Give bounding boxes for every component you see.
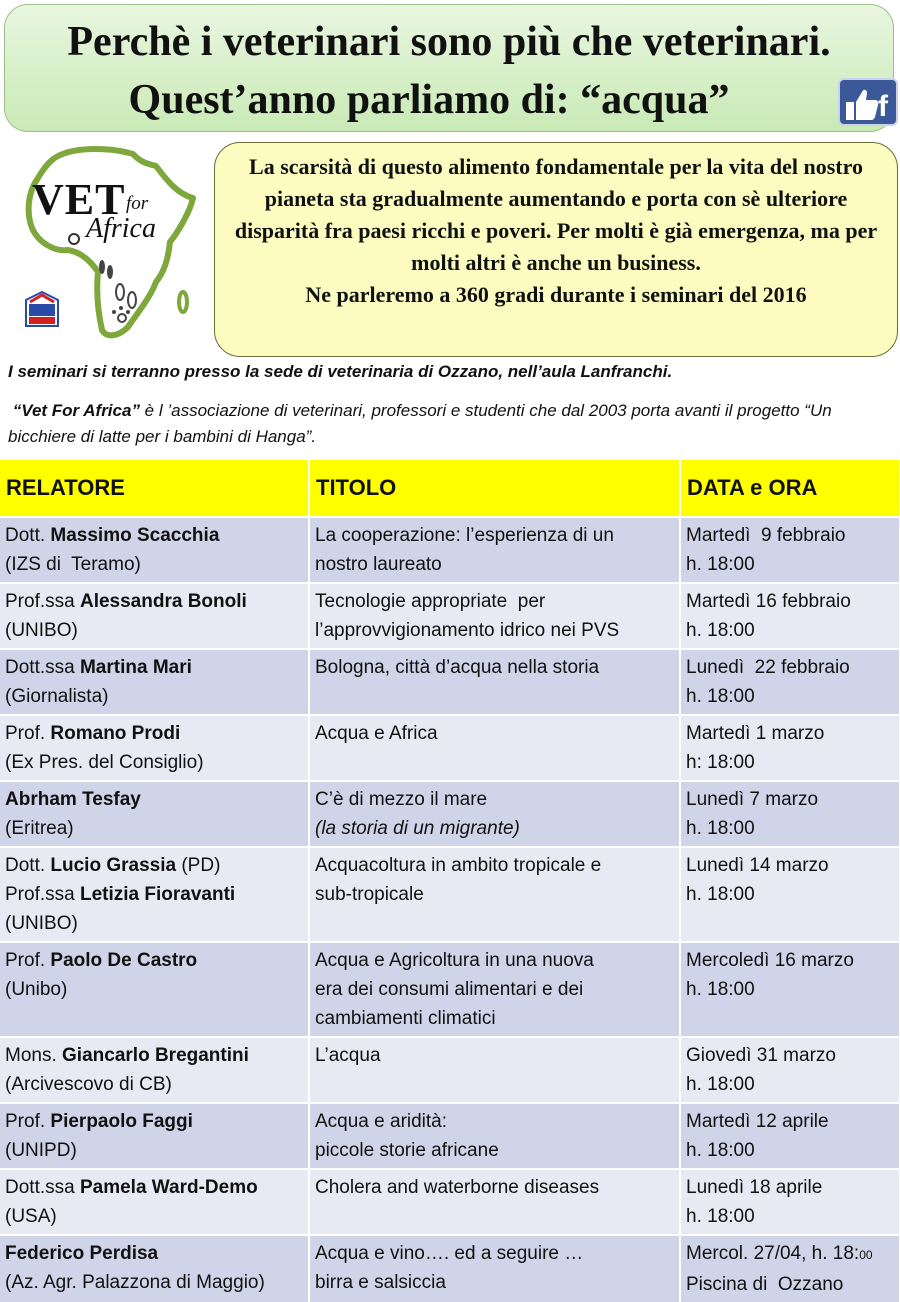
title-line: Acqua e Agricoltura in una nuova [315, 950, 594, 971]
speaker-affiliation: (Giornalista) [5, 686, 109, 707]
time-line: h. 18:00 [686, 979, 755, 1000]
column-header-title: TITOLO [309, 460, 680, 517]
title-cell [309, 583, 680, 649]
speaker-affiliation: (Az. Agr. Palazzona di Maggio) [5, 1272, 265, 1293]
intro-callout [214, 142, 898, 357]
date-cell [680, 1235, 900, 1302]
title-subtitle: (la storia di un migrante) [315, 818, 520, 839]
date-cell [680, 1103, 900, 1169]
speaker-name: Letizia Fioravanti [79, 884, 236, 905]
speaker-prefix: Dott. [5, 855, 51, 876]
speaker-cell [0, 942, 309, 1037]
table-row [0, 1235, 900, 1302]
title-line: Acqua e vino…. ed a seguire … [315, 1243, 584, 1264]
date-cell [680, 1037, 900, 1103]
speaker-affiliation: (Eritrea) [5, 818, 74, 839]
date-text: Lunedì 7 marzo [686, 789, 819, 810]
date-text: Martedì 16 febbraio [686, 591, 851, 612]
speaker-line [5, 1107, 304, 1136]
date-line [686, 653, 895, 682]
association-name: “Vet For Africa” [12, 401, 140, 420]
table-header-row [0, 460, 900, 517]
speaker-name: Pamela Ward-Demo [79, 1177, 258, 1198]
time-line: h: 18:00 [686, 752, 755, 773]
table-row [0, 781, 900, 847]
title-line: l’approvvigionamento idrico nei PVS [315, 620, 620, 641]
title-cell [309, 942, 680, 1037]
speaker-cell [0, 847, 309, 942]
title-line: L’acqua [315, 1045, 381, 1066]
speaker-prefix: Prof. [5, 950, 51, 971]
table-row [0, 715, 900, 781]
date-line [686, 719, 895, 748]
date-minutes: 00 [859, 1248, 873, 1262]
speaker-line [5, 1173, 304, 1202]
time-line: h. 18:00 [686, 686, 755, 707]
date-cell [680, 847, 900, 942]
speaker-cell [0, 1235, 309, 1302]
title-line: nostro laureato [315, 554, 442, 575]
speaker-cell [0, 1169, 309, 1235]
seminar-schedule-table [0, 460, 900, 1302]
svg-text:f: f [878, 90, 888, 123]
time-line: h. 18:00 [686, 554, 755, 575]
date-text: Martedì 9 febbraio [686, 525, 846, 546]
title-line: sub-tropicale [315, 884, 424, 905]
page-subtitle: Quest’anno parliamo di: “acqua” [128, 77, 730, 123]
date-line [686, 521, 895, 550]
date-line [686, 785, 895, 814]
date-cell [680, 1169, 900, 1235]
speaker-cell [0, 1103, 309, 1169]
title-line: Acquacoltura in ambito tropicale e [315, 855, 602, 876]
speaker-affiliation: (Unibo) [5, 979, 68, 1000]
speaker-prefix: Prof.ssa [5, 591, 80, 612]
speaker-suffix: (PD) [176, 855, 221, 876]
speaker-prefix: Prof. [5, 723, 51, 744]
speaker-line [5, 719, 304, 748]
speaker-name: Martina Mari [79, 657, 192, 678]
speaker-cell [0, 517, 309, 583]
time-line: Piscina di Ozzano [686, 1274, 844, 1295]
date-line [686, 1041, 895, 1070]
table-row [0, 583, 900, 649]
date-cell [680, 649, 900, 715]
schedule-body [0, 517, 900, 1302]
speaker-line [5, 785, 304, 814]
speaker-line [5, 653, 304, 682]
title-cell [309, 847, 680, 942]
title-cell [309, 517, 680, 583]
speaker-name: Paolo De Castro [50, 950, 198, 971]
association-description [8, 398, 888, 450]
title-line: Tecnologie appropriate per [315, 591, 546, 612]
seminars-announcement: Ne parleremo a 360 gradi durante i seminari del 2016 [305, 282, 807, 307]
intro-paragraph: La scarsità di questo alimento fondamentale per la vita del nostro pianeta sta gradualmente aumentando e porta con sè ulteriore disparità fra paesi ricchi e poveri. Per molti è già emergenza, ma per molti altri è anche un business. [234, 154, 878, 275]
title-line: birra e salsiccia [315, 1272, 446, 1293]
speaker-line [5, 587, 304, 616]
date-line [686, 946, 895, 975]
facebook-like-icon[interactable] [838, 78, 898, 126]
title-cell [309, 1235, 680, 1302]
speaker-cell [0, 1037, 309, 1103]
date-text: Lunedì 18 aprile [686, 1177, 823, 1198]
header-banner [4, 4, 894, 132]
time-line: h. 18:00 [686, 884, 755, 905]
date-text: Lunedì 14 marzo [686, 855, 829, 876]
speaker-line [5, 1239, 304, 1268]
table-row [0, 1169, 900, 1235]
vet-for-africa-logo [18, 142, 208, 347]
date-line [686, 1173, 895, 1202]
date-cell [680, 517, 900, 583]
speaker-prefix: Dott.ssa [5, 1177, 80, 1198]
time-line: h. 18:00 [686, 1206, 755, 1227]
speaker-cell [0, 715, 309, 781]
speaker-line [5, 851, 304, 880]
title-cell [309, 715, 680, 781]
date-line [686, 851, 895, 880]
speaker-cell [0, 583, 309, 649]
logo-for-text: for [126, 193, 149, 214]
speaker-line [5, 1041, 304, 1070]
table-row [0, 1037, 900, 1103]
speaker-affiliation: (UNIPD) [5, 1140, 77, 1161]
time-line: h. 18:00 [686, 818, 755, 839]
speaker-affiliation: (UNIBO) [5, 913, 78, 934]
speaker-cell [0, 649, 309, 715]
table-row [0, 517, 900, 583]
speaker-name: Federico Perdisa [5, 1243, 159, 1264]
speaker-name: Pierpaolo Faggi [50, 1111, 193, 1132]
title-cell [309, 1169, 680, 1235]
speaker-prefix: Prof.ssa [5, 884, 80, 905]
table-row [0, 942, 900, 1037]
speaker-affiliation: (Ex Pres. del Consiglio) [5, 752, 204, 773]
date-line [686, 1239, 895, 1270]
logo-africa-text: Africa [86, 213, 156, 244]
speaker-name: Giancarlo Bregantini [62, 1045, 249, 1066]
page-title: Perchè i veterinari sono più che veterinari. [67, 19, 831, 65]
speaker-affiliation: (USA) [5, 1206, 57, 1227]
title-line: Bologna, città d’acqua nella storia [315, 657, 600, 678]
title-cell [309, 781, 680, 847]
column-header-date: DATA e ORA [680, 460, 900, 517]
title-cell [309, 1103, 680, 1169]
table-row [0, 1103, 900, 1169]
acli-logo [22, 290, 62, 328]
date-line [686, 1107, 895, 1136]
speaker-name: Alessandra Bonoli [79, 591, 247, 612]
association-text: è l ’associazione di veterinari, professori e studenti che dal 2003 porta avanti il progetto “Un bicchiere di latte per i bambini di Hanga”. [8, 401, 832, 446]
time-line: h. 18:00 [686, 1074, 755, 1095]
speaker-prefix: Dott. [5, 525, 51, 546]
speaker-affiliation: (IZS di Teramo) [5, 554, 141, 575]
date-text: Martedì 12 aprile [686, 1111, 829, 1132]
date-cell [680, 715, 900, 781]
speaker-line [5, 880, 304, 909]
time-line: h. 18:00 [686, 620, 755, 641]
speaker-name: Abrham Tesfay [5, 789, 141, 810]
title-line: C’è di mezzo il mare [315, 789, 488, 810]
speaker-affiliation: (Arcivescovo di CB) [5, 1074, 172, 1095]
title-line: era dei consumi alimentari e dei [315, 979, 584, 1000]
speaker-affiliation: (UNIBO) [5, 620, 78, 641]
speaker-cell [0, 781, 309, 847]
venue-info: I seminari si terranno presso la sede di veterinaria di Ozzano, nell’aula Lanfranchi. [8, 362, 673, 381]
title-cell [309, 1037, 680, 1103]
speaker-line [5, 946, 304, 975]
table-row [0, 847, 900, 942]
title-line: Acqua e Africa [315, 723, 438, 744]
speaker-prefix: Mons. [5, 1045, 63, 1066]
title-cell [309, 649, 680, 715]
date-text: Mercoledì 16 marzo [686, 950, 854, 971]
speaker-name: Lucio Grassia [50, 855, 177, 876]
speaker-name: Massimo Scacchia [50, 525, 220, 546]
logo-vet-text: VET [32, 175, 126, 224]
title-line: cambiamenti climatici [315, 1008, 496, 1029]
date-text: Martedì 1 marzo [686, 723, 825, 744]
date-line [686, 587, 895, 616]
table-row [0, 649, 900, 715]
speaker-name: Romano Prodi [50, 723, 181, 744]
time-line: h. 18:00 [686, 1140, 755, 1161]
date-text: Lunedì 22 febbraio [686, 657, 850, 678]
date-text: Mercol. 27/04, h. 18: [686, 1243, 860, 1264]
title-line: Cholera and waterborne diseases [315, 1177, 600, 1198]
speaker-line [5, 521, 304, 550]
title-line: Acqua e aridità: [315, 1111, 448, 1132]
date-cell [680, 781, 900, 847]
speaker-prefix: Prof. [5, 1111, 51, 1132]
title-line: La cooperazione: l’esperienza di un [315, 525, 614, 546]
date-cell [680, 583, 900, 649]
date-cell [680, 942, 900, 1037]
title-line: piccole storie africane [315, 1140, 499, 1161]
date-text: Giovedì 31 marzo [686, 1045, 836, 1066]
column-header-speaker: RELATORE [0, 460, 309, 517]
speaker-prefix: Dott.ssa [5, 657, 80, 678]
